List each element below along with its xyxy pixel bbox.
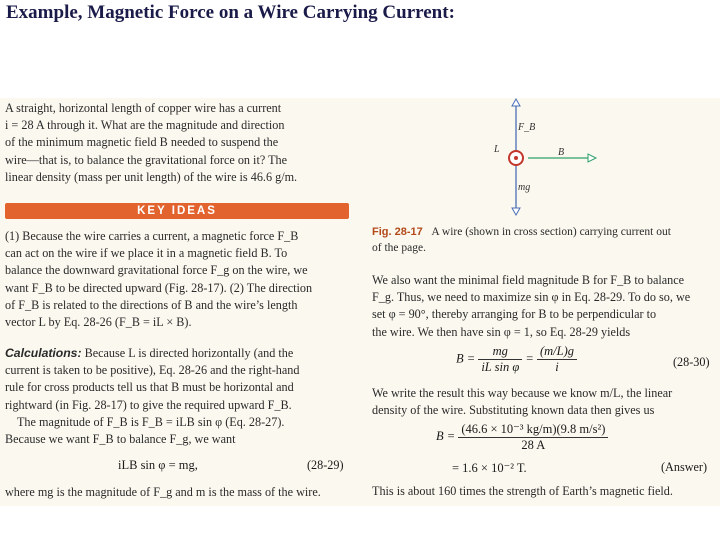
right-line: density of the wire. Substituting known data then gives us [372,403,655,418]
fraction: $\frac{(m/L)g}{i}$ [537,344,577,375]
b-label: B [558,147,565,158]
key-ideas-text [5,228,350,331]
caption-text: A wire (shown in cross section) carrying current out [431,226,671,238]
figure-diagram [488,98,608,218]
right-line: the wire. We then have sin φ = 1, so Eq. 28-29 yields [372,324,631,339]
calc-after: where mg is the magnitude of F_g and m is the mass of the wire. [5,485,321,499]
textbook-page [0,98,720,506]
caption-text: of the page. [372,242,426,254]
key-idea-line: can act on the wire if we place it in a magnetic field B. To [5,246,288,261]
problem-line: wire—that is, to balance the gravitational force on it? The [5,152,288,167]
answer-tag: (Answer) [661,460,708,474]
calculations-heading: Calculations: [5,346,82,360]
calc-line: Because L is directed horizontally (and the [81,346,294,360]
right-line: We also want the minimal field magnitude B for F_B to balance [372,273,685,287]
calc-line: Because we want F_B to balance F_g, we want [5,432,236,447]
key-idea-line: want F_B to be directed upward (Fig. 28-17). (2) The direction [5,280,313,295]
equation-28-30: B = $\frac{mg}{\text{iL sin φ}}$ = $\frac{(m/L)g}{i}$ [456,344,577,375]
calc-line: The magnitude of F_B is F_B = iLB sin φ (Eq. 28-27). [5,414,285,429]
calc-line: current is taken to be positive), Eq. 28-26 and the right-hand [5,363,300,378]
calculations-text [5,345,350,448]
calc-line: rightward (in Fig. 28-17) to give the required upward F_B. [5,397,292,412]
equation-28-29: iLB sin φ = mg, [118,458,198,472]
slide-title: Example, Magnetic Force on a Wire Carrying Current: [6,2,455,23]
right-line: We write the result this way because we know m/L, the linear [372,386,673,400]
mg-label: mg [518,182,531,193]
problem-statement [5,100,350,186]
fraction: $\frac{mg}{\text{iL sin φ}}$ [478,344,522,375]
key-idea-line: balance the downward gravitational force F_g on the wire, we [5,263,308,278]
figure-caption [372,224,718,256]
key-idea-line: of F_B is related to the directions of B and the wire’s length [5,297,298,312]
result-value: = 1.6 × 10⁻² T. [452,461,527,475]
figure-label: Fig. 28-17 [372,226,423,238]
substitution-equation: B = $\frac{\text{(46.6 × 10⁻³ kg/m)(9.8 m/s²)}}{28 A}$ [436,421,608,453]
key-ideas-heading: KEY IDEAS [5,203,349,219]
right-line: F_g. Thus, we need to maximize sin φ in Eq. 28-29. To do so, we [372,290,691,305]
problem-line: of the minimum magnetic field B needed to suspend the [5,135,279,150]
fraction: $\frac{\text{(46.6 × 10⁻³ kg/m)(9.8 m/s²)}}{28 A}$ [458,421,608,453]
key-idea-line: vector L by Eq. 28-26 (F_B = iL × B). [5,315,192,330]
problem-line: linear density (mass per unit length) of the wire is 46.6 g/m. [5,169,298,184]
right-line: set φ = 90°, thereby arranging for B to be perpendicular to [372,307,657,322]
right-paragraph-1 [372,272,718,341]
current-out-dot [514,156,518,160]
problem-line: A straight, horizontal length of copper wire has a current [5,101,282,115]
b-arrowhead [588,154,596,162]
mg-arrowhead [512,208,520,215]
equation-number: (28-30) [673,355,710,369]
equation-number: (28-29) [307,458,344,472]
problem-line: i = 28 A through it. What are the magnitude and direction [5,118,285,133]
key-idea-line: (1) Because the wire carries a current, a magnetic force F_B [5,229,299,243]
final-sentence: This is about 160 times the strength of Earth’s magnetic field. [372,484,673,498]
l-label: L [494,144,500,155]
fb-arrowhead [512,99,520,106]
fb-label: F_B [518,122,536,133]
right-paragraph-2 [372,385,718,419]
calc-line: rule for cross products tell us that B must be horizontal and [5,380,294,395]
